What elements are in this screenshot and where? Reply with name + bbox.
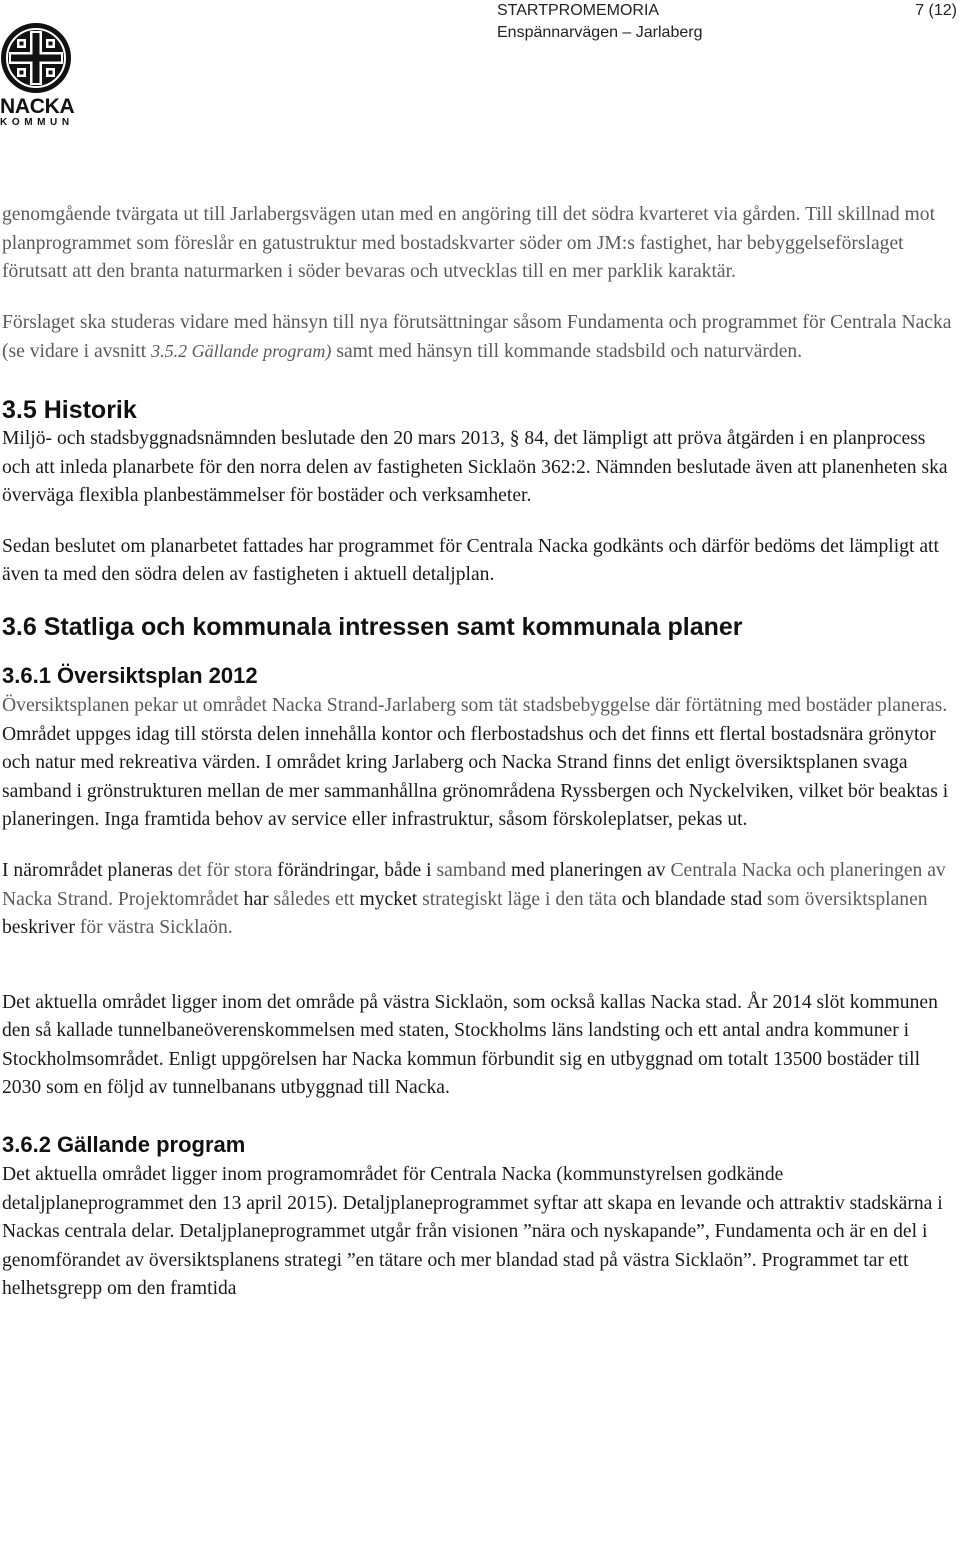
- paragraph-6-segment: mycket: [359, 888, 423, 910]
- heading-gallande-program: 3.6.2 Gällande program: [2, 1132, 246, 1158]
- paragraph-6-segment: Centrala Nacka och planeringen av Nacka Strand. Projektområdet: [2, 859, 946, 910]
- heading-statliga-intressen: 3.6 Statliga och kommunala intressen samt kommunala planer: [2, 612, 743, 641]
- paragraph-6-segment: och blandade stad: [621, 888, 768, 910]
- paragraph-6-segment: för västra Sicklaön.: [79, 917, 233, 939]
- paragraph-2-text-a: Förslaget ska studeras vidare med hänsyn till nya förutsättningar såsom Fundamenta och programmet för Centrala Nacka (se vidare i avsnitt: [2, 311, 952, 363]
- document-body: [2, 201, 952, 1304]
- page-header: [497, 0, 957, 44]
- section-reference-link: 3.5.2 Gällande program): [151, 341, 332, 362]
- nacka-emblem-icon: [0, 22, 72, 94]
- heading-oversiktsplan: 3.6.1 Översiktsplan 2012: [2, 662, 258, 688]
- paragraph-6-segment: strategiskt läge i den täta: [422, 888, 622, 910]
- document-type: STARTPROMEMORIA: [497, 2, 660, 19]
- document-subtitle: Enspännarvägen – Jarlaberg: [497, 24, 703, 41]
- paragraph-6-segment: förändringar, både i: [277, 859, 437, 881]
- heading-historik: 3.5 Historik: [2, 395, 137, 424]
- paragraph-6-segment: som översiktsplanen: [767, 888, 928, 910]
- paragraph-6: [2, 857, 952, 943]
- paragraph-1: genomgående tvärgata ut till Jarlabergsvägen utan med en angöring till det södra kvarteret via gården. Till skillnad mot planprogrammet som föreslår en gatustruktur med bostadskvarter söder om JM:s fastighet, har bebyggelseförslaget förutsatt att den branta naturmarken i söder bevaras och utvecklas till en mer parklik karaktär.: [2, 204, 936, 283]
- paragraph-2: [2, 309, 952, 367]
- paragraph-8: Det aktuella området ligger inom programområdet för Centrala Nacka (kommunstyrelsen godkände detaljplaneprogrammet den 13 april 2015). Detaljplaneprogrammet syftar att skapa en levande och attraktiv stadskärna i Nackas centrala delar. Detaljplaneprogrammet utgår från visionen ”nära och nyskapande”, Fundamenta och är en del i genomförandet av översiktsplanens strategi ”en tätare och mer blandad stad på västra Sicklaön”. Programmet tar ett helhetsgrepp om den framtida: [2, 1164, 943, 1300]
- paragraph-6-segment: beskriver: [2, 917, 80, 939]
- paragraph-6-segment: det för stora: [177, 859, 278, 881]
- paragraph-5-grey: Översiktsplanen pekar ut området Nacka Strand-Jarlaberg som tät stadsbebyggelse där förtätning med bostäder planeras.: [2, 694, 948, 716]
- paragraph-5-rest: Området uppges idag till största delen innehålla kontor och flerbostadshus och det finns ett flertal bostadsnära grönytor och natur med rekreativa värden. I området kring Jarlaberg och Nacka Strand finns det enligt översiktsplanen svaga samband i grönstrukturen mellan de mer sammanhållna grönområdena Ryssbergen och Nyckelviken, vilket bör beaktas i planeringen. Inga framtida behov av service eller infrastruktur, såsom förskoleplatser, pekas ut.: [2, 723, 949, 831]
- paragraph-6-segment: I närområdet planeras: [2, 859, 178, 881]
- paragraph-3: Miljö- och stadsbyggnadsnämnden beslutade den 20 mars 2013, § 84, det lämpligt att pröva åtgärden i en planprocess och att inleda planarbete för den norra delen av fastigheten Sicklaön 362:2. Nämnden beslutade även att planenheten ska överväga flexibla planbestämmelser för bostäder och verksamheter.: [2, 427, 948, 507]
- paragraph-6-segment: således ett: [273, 888, 360, 910]
- page-number: 7 (12): [915, 2, 957, 19]
- paragraph-2-text-c: samt med hänsyn till kommande stadsbild och naturvärden.: [331, 341, 803, 363]
- logo-name: NACKA: [0, 95, 75, 118]
- nacka-logo: [0, 22, 74, 129]
- paragraph-6-segment: har: [243, 888, 274, 910]
- paragraph-6-segment: med planeringen av: [511, 859, 671, 881]
- paragraph-5: [2, 692, 952, 835]
- paragraph-6-segment: samband: [436, 859, 512, 881]
- paragraph-4: Sedan beslutet om planarbetet fattades har programmet för Centrala Nacka godkänts och därför bedöms det lämpligt att även ta med den södra delen av fastigheten i aktuell detaljplan.: [2, 535, 939, 586]
- logo-subtitle: KOMMUN: [0, 117, 74, 128]
- paragraph-7: Det aktuella området ligger inom det område på västra Sicklaön, som också kallas Nacka stad. År 2014 slöt kommunen den så kallade tunnelbaneöverenskommelsen med staten, Stockholms läns landsting och ett antal andra kommuner i Stockholmsområdet. Enligt uppgörelsen har Nacka kommun förbundit sig en utbyggnad om totalt 13500 bostäder till 2030 som en följd av tunnelbanans utbyggnad till Nacka.: [2, 991, 938, 1099]
